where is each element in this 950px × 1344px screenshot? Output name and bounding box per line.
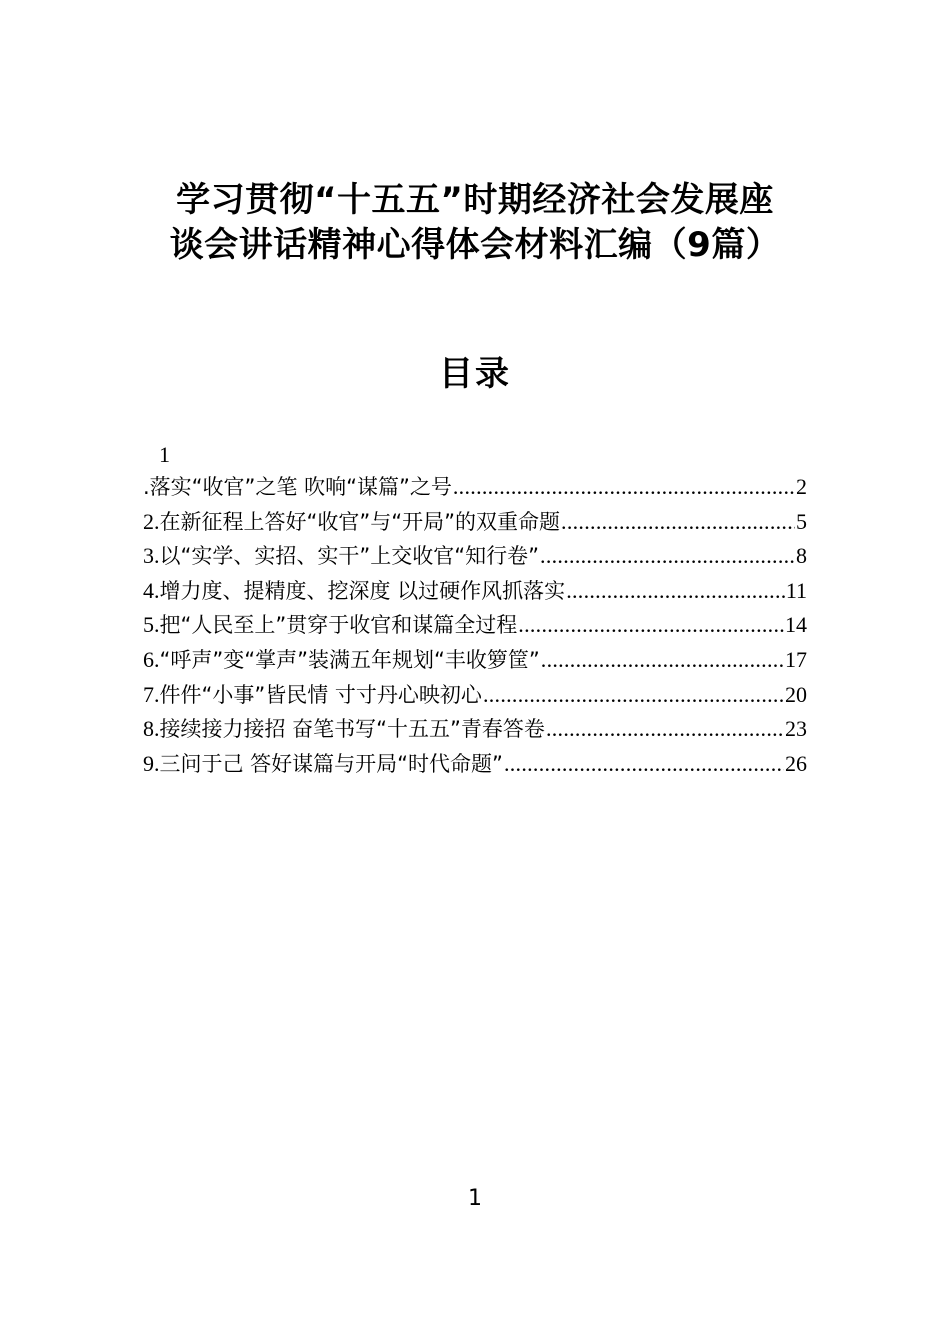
toc-entry-number: 9. (143, 750, 160, 776)
footer-page-number: 1 (468, 1186, 482, 1211)
toc-entry-8[interactable] (143, 712, 807, 747)
toc-entry-9[interactable] (143, 747, 807, 782)
toc-entry-page: 26 (785, 750, 807, 776)
toc-entry-page: 5 (796, 508, 807, 534)
toc-entry-page: 11 (785, 577, 807, 603)
toc-dot-leader (518, 608, 784, 643)
toc-entry-number: 2. (143, 508, 160, 534)
toc-entry-number: 7. (143, 681, 160, 707)
toc-dot-leader (541, 643, 784, 678)
toc-entry-page: 14 (785, 612, 807, 638)
document-title-line-1: 学习贯彻“十五五”时期经济社会发展座 (176, 180, 774, 220)
toc-dot-leader (453, 470, 795, 505)
toc-entry-title: 以“实学、实招、实干”上交收官“知行卷” (159, 544, 540, 569)
toc-dot-leader (561, 505, 795, 540)
toc-entry-3[interactable] (143, 539, 807, 574)
toc-heading: 目录 (439, 354, 511, 394)
toc-entry-title: 把“人民至上”贯穿于收官和谋篇全过程 (159, 613, 518, 638)
toc-entry-1[interactable] (143, 470, 807, 505)
toc-entry-title: .落实“收官”之笔 吹响“谋篇”之号 (143, 475, 452, 499)
toc-entry-title: 接续接力接招 奋笔书写“十五五”青春答卷 (159, 717, 545, 742)
toc-dot-leader (546, 712, 784, 747)
toc-entry-number: 4. (143, 577, 160, 603)
toc-entry-title: 件件“小事”皆民情 寸寸丹心映初心 (159, 682, 482, 707)
toc-entry-title: “呼声”变“掌声”装满五年规划“丰收箩筐” (159, 647, 540, 672)
toc-dot-leader (483, 678, 784, 713)
toc-entry-title: 三问于己 答好谋篇与开局“时代命题” (159, 751, 503, 776)
toc-entry-number: 5. (143, 612, 160, 638)
toc-dot-leader (540, 539, 795, 574)
toc-dot-leader (504, 747, 784, 782)
toc-entry-2[interactable] (143, 505, 807, 540)
toc-entry-page: 2 (796, 474, 807, 499)
toc-entry-number: 8. (143, 716, 160, 742)
toc-entry-page: 17 (785, 646, 807, 672)
toc-entry-title: 在新征程上答好“收官”与“开局”的双重命题 (159, 509, 561, 534)
toc-entry-title: 增力度、提精度、挖深度 以过硬作风抓落实 (159, 578, 566, 603)
toc-orphan-number: 1 (159, 442, 170, 467)
toc-entry-number: 3. (143, 543, 160, 569)
toc-entry-page: 23 (785, 716, 807, 742)
document-title-line-2: 谈会讲话精神心得体会材料汇编（9篇） (169, 225, 781, 265)
table-of-contents (143, 440, 807, 781)
toc-entry-page: 20 (785, 681, 807, 707)
toc-entry-5[interactable] (143, 608, 807, 643)
toc-entry-number: 6. (143, 646, 160, 672)
toc-entry-4[interactable] (143, 574, 807, 609)
toc-entry-page: 8 (796, 543, 807, 569)
toc-entry-7[interactable] (143, 678, 807, 713)
toc-entry-6[interactable] (143, 643, 807, 678)
toc-dot-leader (566, 574, 785, 609)
